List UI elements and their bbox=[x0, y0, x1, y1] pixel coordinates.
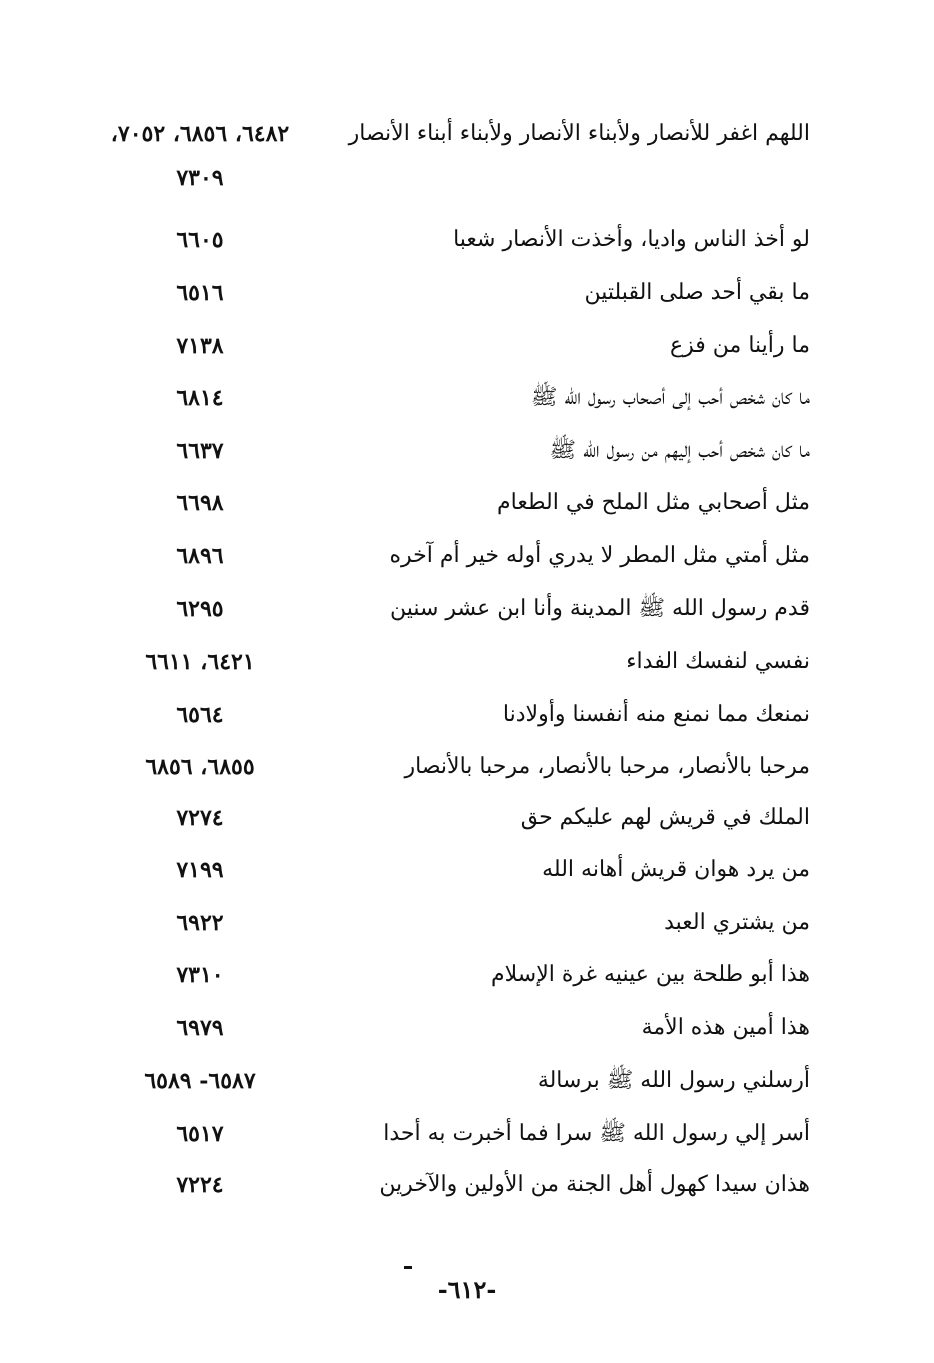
reference-numbers: ٧٣١٠ bbox=[176, 962, 224, 988]
reference-numbers: ٦٥٨٧- ٦٥٨٩ bbox=[144, 1068, 256, 1094]
hadith-text: قدم رسول الله ﷺ المدينة وأنا ابن عشر سنين bbox=[389, 596, 810, 621]
reference-numbers: ٦٦٣٧ bbox=[176, 438, 224, 464]
hadith-text: هذا أمين هذه الأمة bbox=[641, 1015, 810, 1040]
reference-numbers: ٦٥٦٤ bbox=[176, 702, 224, 728]
reference-numbers: ٧٢٢٤ bbox=[176, 1172, 224, 1198]
reference-numbers: ٦٨٩٦ bbox=[176, 543, 224, 569]
hadith-text: أرسلني رسول الله ﷺ برسالة bbox=[537, 1068, 810, 1093]
page-number: -٦١٢- bbox=[437, 1275, 497, 1304]
reference-numbers: ٦٩٧٩ bbox=[176, 1015, 224, 1041]
entry-row bbox=[0, 901, 934, 945]
hadith-text: مثل أمتي مثل المطر لا يدري أوله خير أم آخره bbox=[389, 543, 810, 568]
entry-row bbox=[0, 693, 934, 737]
reference-numbers: ٦٤٨٢، ٦٨٥٦، ٧٠٥٢، ٧٣٠٩ bbox=[110, 121, 290, 191]
entry-row bbox=[0, 481, 934, 525]
hadith-text: مرحبا بالأنصار، مرحبا بالأنصار، مرحبا بالأنصار bbox=[404, 754, 810, 779]
entry-row bbox=[0, 376, 934, 420]
entry-row bbox=[0, 429, 934, 473]
hadith-text: ما رأينا من فزع bbox=[670, 333, 810, 358]
entry-refs-row bbox=[0, 112, 934, 191]
hadith-text: نمنعك مما نمنع منه أنفسنا وأولادنا bbox=[502, 702, 810, 727]
reference-numbers: ٦٦٩٨ bbox=[176, 490, 224, 516]
reference-numbers: ٦٦٠٥ bbox=[176, 227, 224, 253]
entry-row bbox=[0, 1112, 934, 1156]
hadith-text: ما بقي أحد صلى القبلتين bbox=[584, 280, 810, 305]
hadith-text: هذا أبو طلحة بين عينيه غرة الإسلام bbox=[491, 962, 810, 987]
entry-row bbox=[0, 587, 934, 631]
reference-numbers: ٦٨١٤ bbox=[176, 385, 224, 411]
entry-row bbox=[0, 796, 934, 840]
hadith-text: من يشتري العبد bbox=[664, 910, 810, 935]
entry-row bbox=[0, 1006, 934, 1050]
reference-numbers: ٦٤٢١، ٦٦١١ bbox=[145, 649, 255, 675]
hadith-text: من يرد هوان قريش أهانه الله bbox=[542, 857, 810, 882]
hadith-text: الملك في قريش لهم عليكم حق bbox=[520, 805, 810, 830]
hadith-text: هذان سيدا كهول أهل الجنة من الأولين والآخرين bbox=[379, 1172, 810, 1197]
hadith-text: اللهم اغفر للأنصار ولأبناء الأنصار ولأبناء أبناء الأنصار bbox=[348, 121, 810, 146]
hadith-text: نفسي لنفسك الفداء bbox=[626, 649, 810, 674]
entry-row bbox=[0, 745, 934, 789]
reference-numbers: ٧١٣٨ bbox=[176, 333, 224, 359]
reference-numbers: ٧١٩٩ bbox=[176, 857, 224, 883]
hadith-text: مثل أصحابي مثل الملح في الطعام bbox=[497, 490, 810, 515]
reference-numbers: ٦٢٩٥ bbox=[176, 596, 224, 622]
hadith-text: ما كان شخص أحب إلى أصحاب رسول الله ﷺ bbox=[530, 385, 810, 410]
hadith-text: ما كان شخص أحب إليهم من رسول الله ﷺ bbox=[549, 438, 810, 463]
reference-numbers: ٦٨٥٥، ٦٨٥٦ bbox=[145, 754, 255, 780]
entry-row bbox=[0, 1163, 934, 1207]
entry-row bbox=[0, 640, 934, 684]
entry-row bbox=[0, 534, 934, 578]
reference-numbers: ٦٩٢٢ bbox=[176, 910, 224, 936]
entry-row bbox=[0, 1059, 934, 1103]
entry-row bbox=[0, 953, 934, 997]
reference-numbers: ٦٥١٧ bbox=[176, 1121, 224, 1147]
entry-row bbox=[0, 324, 934, 368]
entry-row bbox=[0, 848, 934, 892]
entry-row bbox=[0, 271, 934, 315]
hadith-text: لو أخذ الناس واديا، وأخذت الأنصار شعبا bbox=[453, 227, 810, 252]
reference-numbers: ٦٥١٦ bbox=[176, 280, 224, 306]
footer-mark bbox=[404, 1266, 412, 1269]
hadith-text: أسر إلي رسول الله ﷺ سرا فما أخبرت به أحدا bbox=[383, 1121, 810, 1146]
reference-numbers: ٧٢٧٤ bbox=[176, 805, 224, 831]
entry-row bbox=[0, 218, 934, 262]
